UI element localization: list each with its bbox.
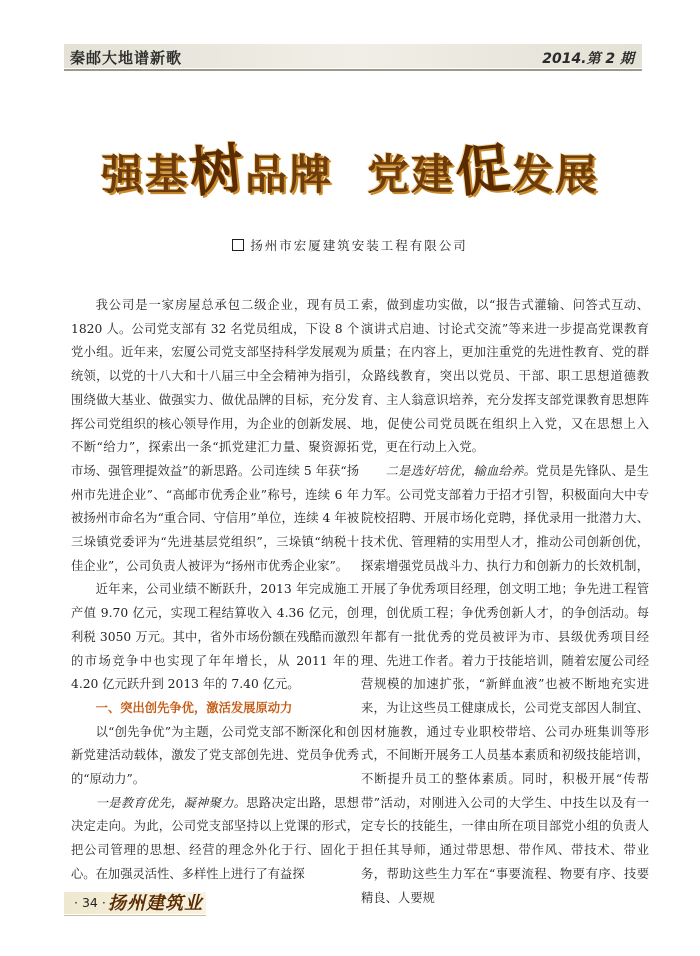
section-heading-text: 一、突出创先争优，激活发展原动力 <box>95 700 293 715</box>
left-column <box>71 294 359 887</box>
header-rule <box>64 69 642 71</box>
magazine-logo: 扬州建筑业 <box>108 893 203 914</box>
paragraph-education <box>71 792 359 887</box>
column-title: 秦邮大地谱新歌 <box>70 49 183 67</box>
section-heading <box>71 697 359 721</box>
right-column <box>361 294 649 910</box>
article-title <box>0 128 700 205</box>
issue-number: 2014.第 2 期 <box>542 51 634 67</box>
square-bullet-icon <box>232 239 244 251</box>
title-part1-b: 品牌 <box>244 150 333 199</box>
footer-rule <box>64 915 206 916</box>
page-number: · 34 · <box>74 895 106 910</box>
title-part2-a: 党建 <box>367 150 456 199</box>
title-part2-b: 发展 <box>511 150 600 199</box>
paragraph-theme: 以“创先争优”为主题，公司党支部不断深化和创新党建活动载体，激发了党支部创先进、党员争优秀的“原动力”。 <box>71 724 359 787</box>
author-line <box>0 236 700 254</box>
paragraph-performance: 近年来，公司业绩不断跃升，2013 年完成施工产值 9.70 亿元，实现工程结算收入 4.36 亿元，创利税 3050 万元。其中，省外市场份额在残酷而激烈的市场竞争中也实现了年年增长，从 2011 年的 4.20 亿元跃升到 2013 年的 7.40 亿元。 <box>71 582 359 692</box>
author-name: 扬州市宏厦建筑安装工程有限公司 <box>250 238 468 253</box>
paragraph-education-continued: 索，做到虚功实做，以“报告式灌输、问答式互动、演讲式启迪、讨论式交流”等来进一步提高党课教育质量；在内容上，更加注重党的先进性教育、党的群众路线教育，突出以党员、干部、职工思想道德教育、主人翁意识培养，充分发挥支部党课教育思想阵地，促使公司党员既在组织上入党，又在思想上入党，更在行动上入党。 <box>361 298 649 455</box>
title-part2-big: 促 <box>452 136 515 205</box>
title-part1-a: 强基 <box>100 150 189 199</box>
paragraph-talent <box>361 460 649 910</box>
paragraph-education-lead: 一是教育优先，凝神聚力。 <box>95 795 247 810</box>
paragraph-talent-lead: 二是选好培优，输血给养。 <box>385 463 537 478</box>
paragraph-talent-body: 党员是先锋队、是生力军。公司党支部着力于招才引智，积极面向大中专院校招聘、开展市场化竞聘，择优录用一批潜力大、技术优、管理精的实用型人才，推动公司创新创优，探索增强党员战斗力、执行力和创新力的长效机制，开展了争优秀项目经理，创文明工地；争先进工程管理，创优质工程；争优秀创新人才，的争创活动。每年都有一批优秀的党员被评为市、县级优秀项目经理、先进工作者。着力于技能培训，随着宏厦公司经营规模的加速扩张，“新鲜血液”也被不断地充实进来，为让这些员工健康成长，公司党支部因人制宜、因材施教，通过专业职校带培、公司办班集训等形式，不间断开展务工人员基本素质和初级技能培训，不断提升员工的整体素质。同时，积极开展“传帮带”活动，对刚进入公司的大学生、中技生以及有一定专长的技能生，一律由所在项目部党小组的负责人担任其导师，通过带思想、带作风、带技术、带业务，帮助这些生力军在“事要流程、物要有序、技要精良、人要规 <box>361 463 649 905</box>
title-part1-big: 树 <box>186 136 249 205</box>
paragraph-intro: 我公司是一家房屋总承包二级企业，现有员工 1820 人。公司党支部有 32 名党员组成，下设 8 个党小组。近年来，宏厦公司党支部坚持科学发展观为统领，以党的十八大和十八届三中全会精神为指引，围绕做大基业、做强实力、做优品牌的目标，充分发挥公司党组织的核心领导作用，为企业的创新发展、不断“给力”，探索出一条“抓党建汇力量、聚资源拓市场、强管理提效益”的新思路。公司连续 5 年获“扬州市先进企业”、“高邮市优秀企业”称号，连续 6 年被扬州市命名为“重合同、守信用”单位，连续 4 年被三垛镇党委评为“先进基层党组织”，三垛镇“纳税十佳企业”，公司负责人被评为“扬州市优秀企业家”。 <box>71 298 359 573</box>
paragraph-education-body: 思路决定出路，思想决定走向。为此，公司党支部坚持以上党课的形式，把公司管理的思想、经营的理念外化于行、固化于心。在加强灵活性、多样性上进行了有益探 <box>71 795 359 881</box>
